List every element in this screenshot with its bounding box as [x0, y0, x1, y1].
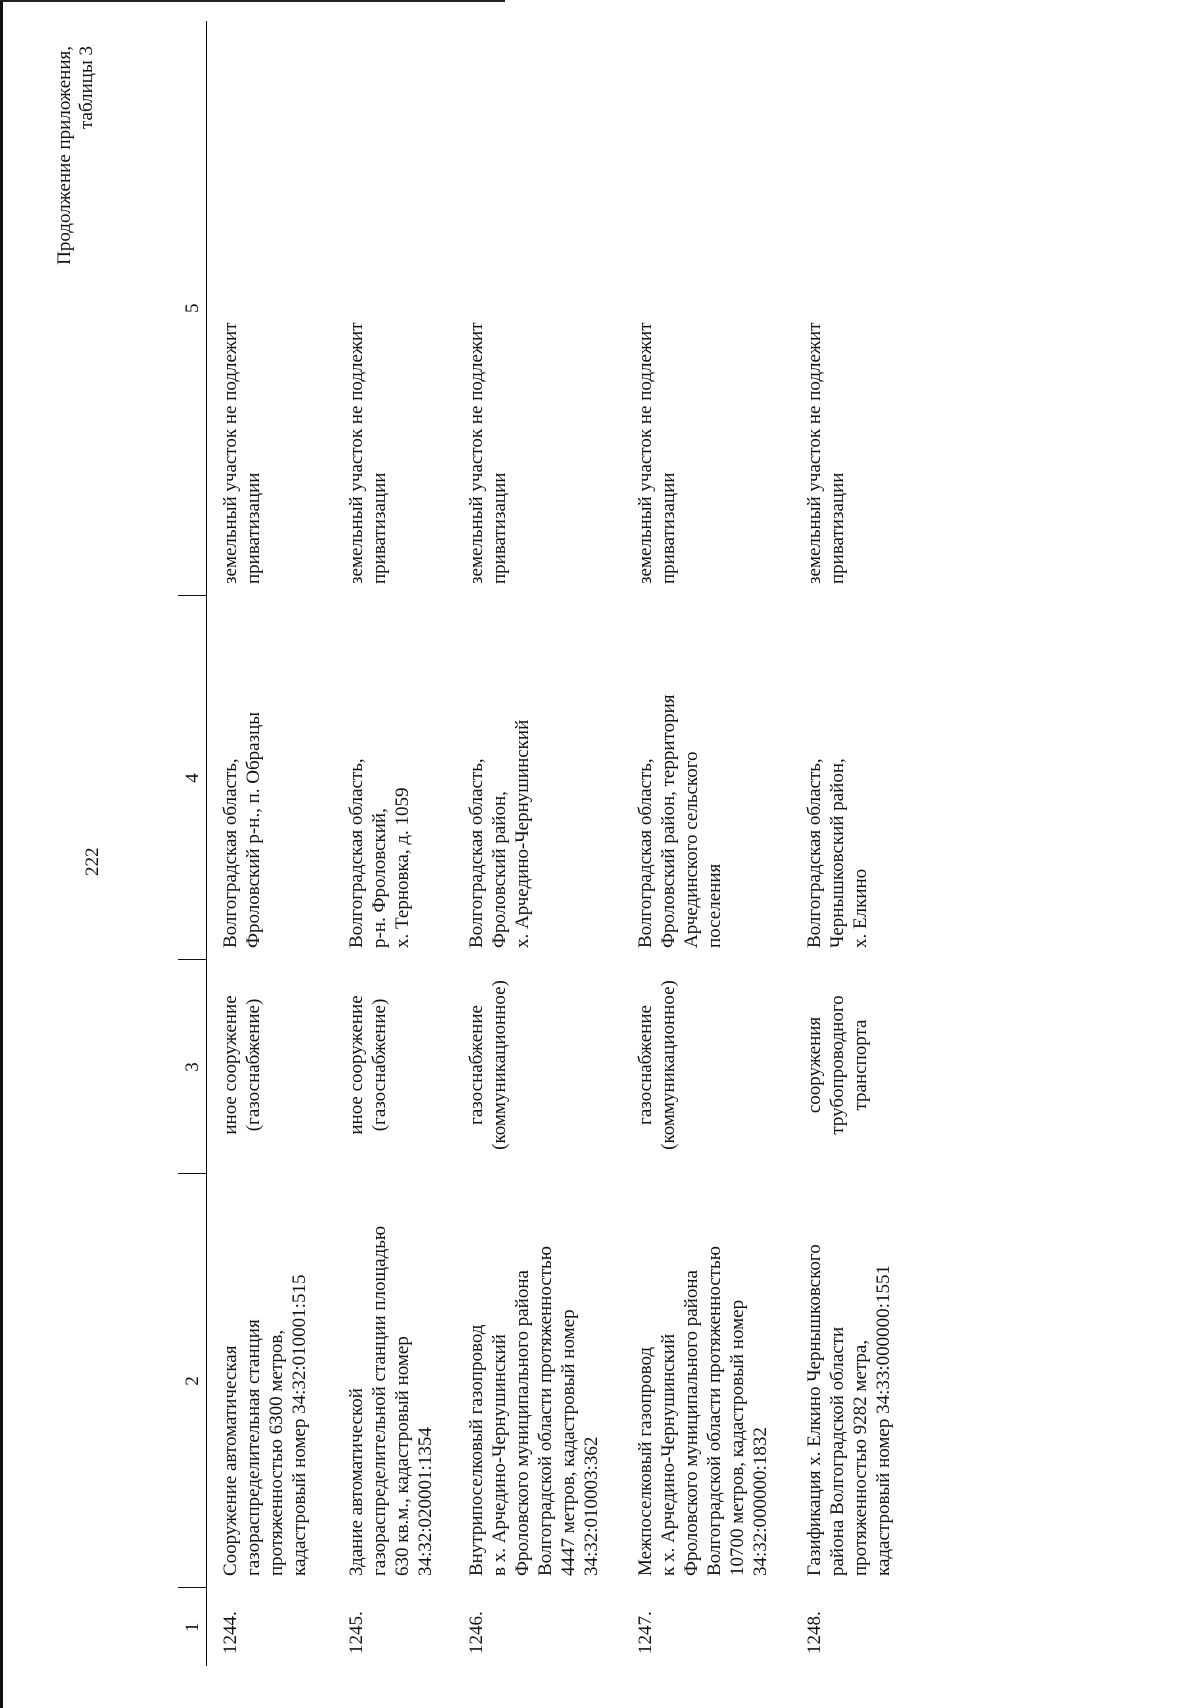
text-line: газоснабжение [466, 1005, 487, 1125]
object-purpose [455, 960, 624, 1174]
text-line: 34:32:010003:362 [581, 1436, 602, 1576]
text-line: кадастровый номер 34:32:010001:515 [289, 1274, 310, 1576]
text-line: в х. Арчедино-Чернушинский [489, 1334, 510, 1576]
text-line: земельный участок не подлежит [346, 322, 367, 584]
text-line: протяженностью 9282 метра, [850, 1339, 871, 1576]
text-line: кадастровый номер 34:33:000000:1551 [873, 1265, 894, 1576]
text-line: 630 кв.м., кадастровый номер [392, 1336, 413, 1576]
text-line: газораспределительной станции площадью [369, 1225, 390, 1576]
object-note [335, 21, 455, 596]
text-line: к х. Арчедино-Чернушинский [658, 1333, 679, 1576]
object-purpose [207, 960, 336, 1174]
object-address [793, 596, 913, 960]
object-purpose [335, 960, 455, 1174]
row-number: 1246. [466, 1611, 487, 1654]
column-header: 4 [178, 596, 207, 960]
text-line: Фроловского муниципального района [512, 1270, 533, 1576]
text-line: Волгоградская область, [466, 758, 487, 948]
object-description [455, 1174, 624, 1588]
object-description [624, 1174, 793, 1588]
text-line: трубопроводного [827, 995, 848, 1135]
table-row [335, 21, 455, 1666]
text-line: 34:32:020001:1354 [415, 1427, 436, 1576]
text-line: приватизации [658, 472, 679, 584]
text-line: иное сооружение [346, 995, 367, 1135]
row-number: 1248. [804, 1611, 825, 1654]
text-line: Чернышковский район, [827, 758, 848, 948]
text-line: Внутрипоселковый газопровод [466, 1324, 487, 1576]
row-number: 1247. [635, 1611, 656, 1654]
text-line: сооружения [804, 1016, 825, 1114]
text-line: (коммуникационное) [658, 980, 679, 1150]
continuation-line: таблицы 3 [76, 46, 97, 129]
text-line: х. Арчедино-Чернушинский [512, 719, 533, 948]
text-line: (коммуникационное) [489, 980, 510, 1150]
object-address [335, 596, 455, 960]
text-line: Арчединского сельского [681, 751, 702, 948]
text-line: транспорта [850, 1019, 871, 1111]
row-number: 1244. [220, 1611, 241, 1654]
header-row [178, 21, 207, 1666]
text-line: Волгоградская область, [804, 758, 825, 948]
text-line: приватизации [489, 472, 510, 584]
text-line: 10700 метров, кадастровый номер [727, 1299, 748, 1576]
text-line: района Волгоградской области [827, 1326, 848, 1576]
continuation-line: Продолжение приложения, [54, 46, 75, 265]
text-line: газораспределительная станция [243, 1319, 264, 1576]
text-line: х. Елкино [850, 868, 871, 948]
table-row [455, 21, 624, 1666]
text-line: х. Терновка, д. 1059 [392, 787, 413, 948]
text-line: приватизации [369, 472, 390, 584]
text-line: 4447 метров, кадастровый номер [558, 1309, 579, 1576]
column-header: 1 [178, 1588, 207, 1666]
object-note [455, 21, 624, 596]
text-line: Волгоградской области протяженностью [535, 1246, 556, 1576]
table-row [624, 21, 793, 1666]
page-number: 222 [82, 847, 103, 876]
text-line: р-н. Фроловский, [369, 808, 390, 948]
text-line: Волгоградская область, [635, 758, 656, 948]
object-description [335, 1174, 455, 1588]
text-line: (газоснабжение) [369, 998, 390, 1132]
row-number: 1245. [346, 1611, 367, 1654]
text-line: Фроловский р-н., п. Образцы [243, 711, 264, 948]
text-line: земельный участок не подлежит [635, 322, 656, 584]
text-line: Здание автоматической [346, 1388, 367, 1576]
column-header: 5 [178, 21, 207, 596]
text-line: Волгоградская область, [346, 758, 367, 948]
object-purpose [793, 960, 913, 1174]
object-description [793, 1174, 913, 1588]
object-note [624, 21, 793, 596]
object-description [207, 1174, 336, 1588]
text-line: земельный участок не подлежит [466, 322, 487, 584]
text-line: поселения [704, 863, 725, 948]
object-address [207, 596, 336, 960]
object-note [793, 21, 913, 596]
text-line: 34:32:000000:1832 [750, 1427, 771, 1576]
object-purpose [624, 960, 793, 1174]
column-header: 3 [178, 960, 207, 1174]
registry-table [178, 21, 913, 1666]
text-line: Межпоселковый газопровод [635, 1346, 656, 1576]
text-line: Газификация х. Елкино Чернышковского [804, 1244, 825, 1576]
text-line: газоснабжение [635, 1005, 656, 1125]
table-row [207, 21, 336, 1666]
text-line: приватизации [243, 472, 264, 584]
text-line: Фроловский район, территория [658, 694, 679, 948]
object-note [207, 21, 336, 596]
text-line: Сооружение автоматическая [220, 1345, 241, 1576]
text-line: земельный участок не подлежит [804, 322, 825, 584]
text-line: Фроловский район, [489, 791, 510, 948]
object-address [624, 596, 793, 960]
text-line: Волгоградской области протяженностью [704, 1246, 725, 1576]
text-line: земельный участок не подлежит [220, 322, 241, 584]
text-line: приватизации [827, 472, 848, 584]
table-row [793, 21, 913, 1666]
continuation-caption [54, 46, 98, 265]
text-line: (газоснабжение) [243, 998, 264, 1132]
text-line: Волгоградская область, [220, 758, 241, 948]
column-header: 2 [178, 1174, 207, 1588]
text-line: протяженностью 6300 метров, [266, 1329, 287, 1576]
object-address [455, 596, 624, 960]
text-line: иное сооружение [220, 995, 241, 1135]
text-line: Фроловского муниципального района [681, 1270, 702, 1576]
